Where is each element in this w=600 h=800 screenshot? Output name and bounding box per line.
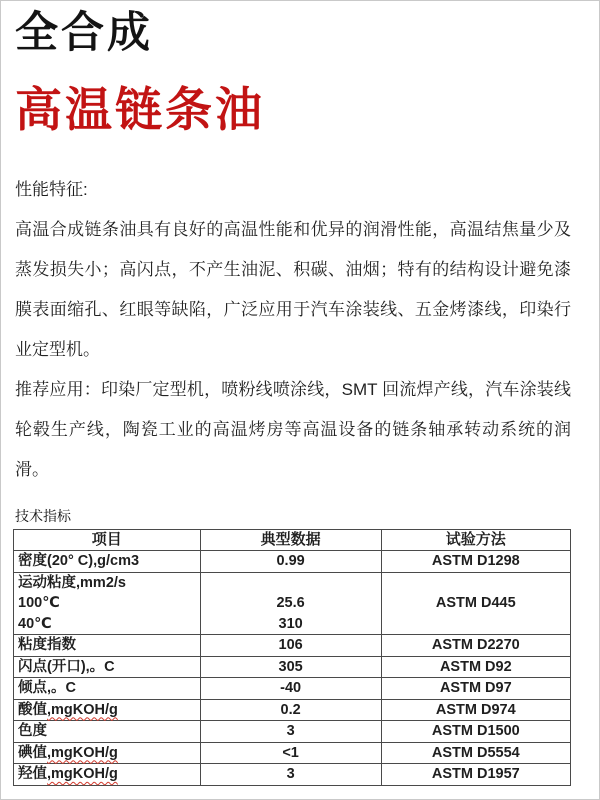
spec-method-cell: ASTM D1500 xyxy=(381,721,570,743)
spellcheck-flagged-text: ,mgKOH/g xyxy=(47,701,118,718)
spec-table-heading: 技术指标 xyxy=(15,508,71,525)
spec-typical-cell: 3 xyxy=(200,764,381,786)
table-row xyxy=(14,678,571,700)
spec-table xyxy=(13,529,571,786)
spec-item-cell: 羟值,mgKOH/g xyxy=(14,764,201,786)
spec-table-body xyxy=(14,551,571,786)
spec-item-cell: 酸值,mgKOH/g xyxy=(14,699,201,721)
header-typical: 典型数据 xyxy=(200,530,381,551)
spec-typical-cell: -40 xyxy=(200,678,381,700)
spec-typical-cell: 0.99 xyxy=(200,551,381,573)
spec-typical-cell: 305 xyxy=(200,656,381,678)
application-paragraph: 推荐应用：印染厂定型机，喷粉线喷涂线，SMT 回流焊产线，汽车涂装线轮毂生产线，陶瓷工业的高温烤房等高温设备的链条轴承转动系统的润滑。 xyxy=(15,380,571,480)
table-row xyxy=(14,551,571,573)
spec-method-cell: ASTM D1957 xyxy=(381,764,570,786)
table-row xyxy=(14,721,571,743)
spellcheck-flagged-text: ,mgKOH/g xyxy=(47,744,118,761)
spellcheck-flagged-text: ,mgKOH/g xyxy=(47,766,118,783)
spec-typical-cell: 3 xyxy=(200,721,381,743)
spec-method-cell: ASTM D92 xyxy=(381,656,570,678)
header-method: 试验方法 xyxy=(381,530,570,551)
product-title-black: 全合成 xyxy=(15,9,153,57)
spec-method-cell: ASTM D2270 xyxy=(381,635,570,657)
features-paragraph: 高温合成链条油具有良好的高温性能和优异的润滑性能，高温结焦量少及蒸发损失小；高闪点，不产生油泥、积碳、油烟；特有的结构设计避免漆膜表面缩孔、红眼等缺陷，广泛应用于汽车涂装线、五金烤漆线，印染行业定型机。 xyxy=(15,220,571,360)
table-row xyxy=(14,742,571,764)
spec-method-cell: ASTM D5554 xyxy=(381,742,570,764)
spec-item-cell: 密度(20° C),g/cm3 xyxy=(14,551,201,573)
table-row xyxy=(14,572,571,635)
spec-item-cell: 粘度指数 xyxy=(14,635,201,657)
spec-method-cell: ASTM D97 xyxy=(381,678,570,700)
spec-method-cell: ASTM D974 xyxy=(381,699,570,721)
spec-item-cell: 倾点,。C xyxy=(14,678,201,700)
spec-typical-cell: 25.6 310 xyxy=(200,572,381,635)
table-row xyxy=(14,764,571,786)
spec-typical-cell: 0.2 xyxy=(200,699,381,721)
header-item: 项目 xyxy=(14,530,201,551)
spec-item-cell: 运动粘度,mm2/s 100℃ 40℃ xyxy=(14,572,201,635)
spec-method-cell: ASTM D1298 xyxy=(381,551,570,573)
spec-typical-cell: <1 xyxy=(200,742,381,764)
spec-item-cell: 碘值,mgKOH/g xyxy=(14,742,201,764)
spec-item-cell: 色度 xyxy=(14,721,201,743)
spec-method-cell: ASTM D445 xyxy=(381,572,570,635)
product-title-red: 高温链条油 xyxy=(15,83,265,137)
table-row xyxy=(14,656,571,678)
spec-item-cell: 闪点(开口),。C xyxy=(14,656,201,678)
features-heading: 性能特征: xyxy=(15,180,88,200)
table-row xyxy=(14,699,571,721)
table-header-row xyxy=(14,530,571,551)
table-row xyxy=(14,635,571,657)
spec-typical-cell: 106 xyxy=(200,635,381,657)
